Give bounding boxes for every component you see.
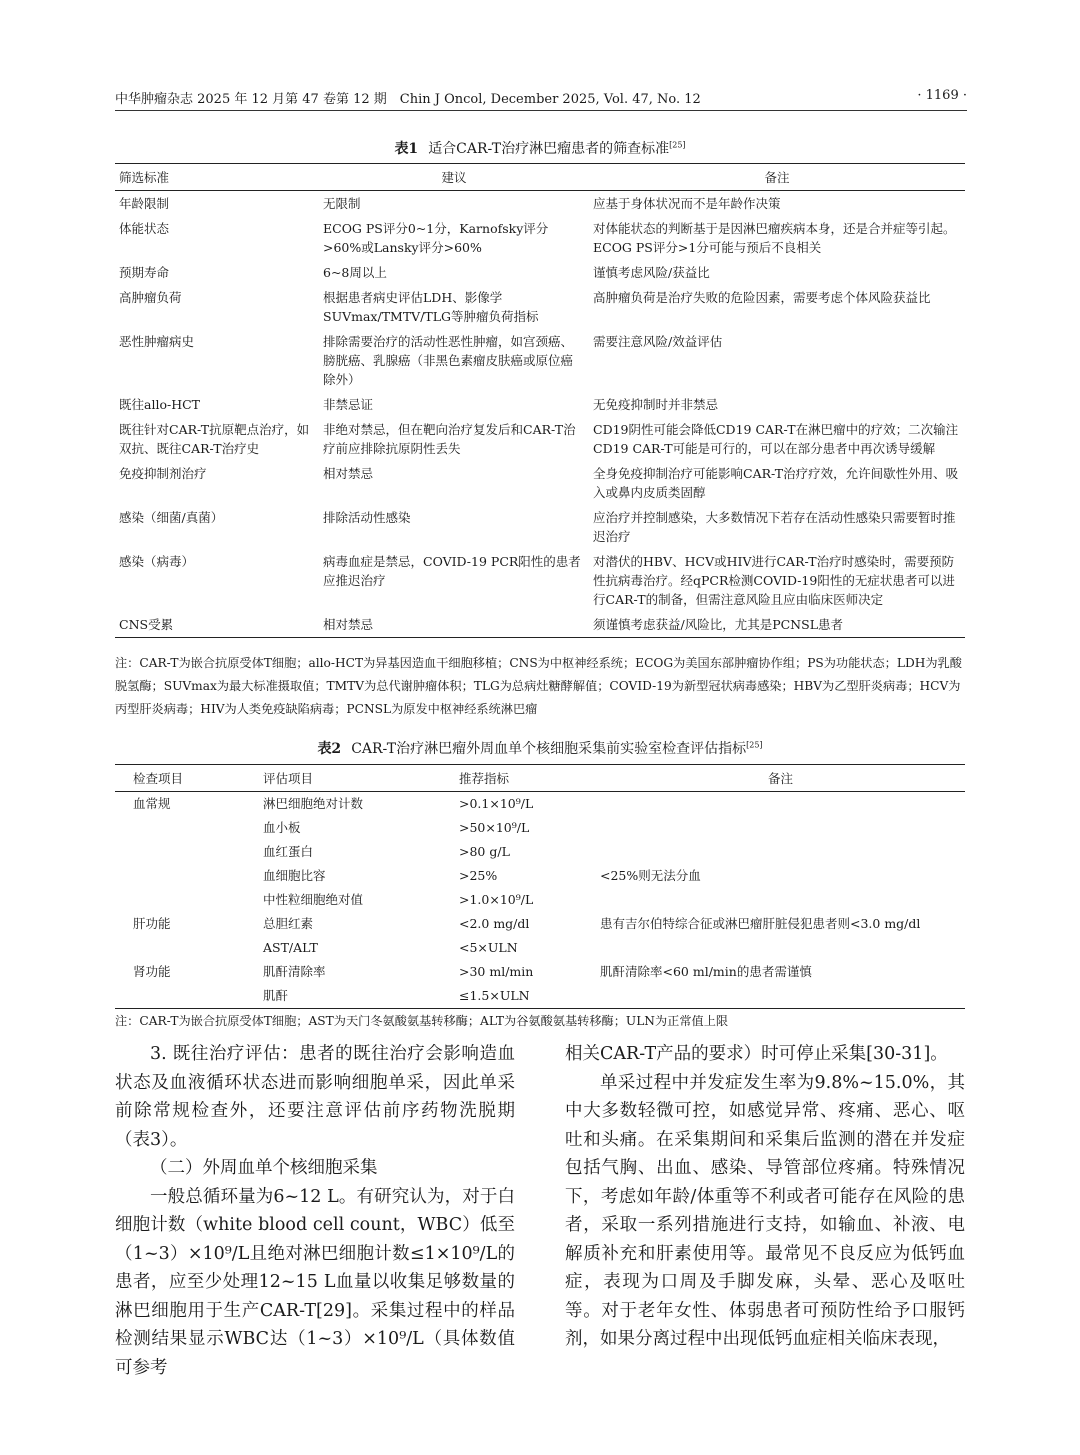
table2-label: 表2 xyxy=(317,741,342,757)
table-cell: 须谨慎考虑获益/风险比，尤其是PCNSL患者 xyxy=(589,612,965,638)
table-cell: <2.0 mg/dl xyxy=(459,916,530,931)
table-cell: 相对禁忌 xyxy=(319,612,589,638)
table-cell xyxy=(596,984,965,1009)
body-column-right xyxy=(565,1040,965,1354)
table-row xyxy=(115,912,965,936)
table-cell: 恶性肿瘤病史 xyxy=(119,334,195,349)
table2-col-category: 检查项目 xyxy=(115,765,249,792)
table1-ref: [25] xyxy=(669,140,686,150)
table-cell: >0.1×10⁹/L xyxy=(459,796,534,811)
table-cell: 年龄限制 xyxy=(119,196,170,211)
table1-label: 表1 xyxy=(394,141,419,157)
section-heading: （二）外周血单个核细胞采集 xyxy=(150,1158,378,1178)
table1-col-criteria: 筛选标准 xyxy=(115,164,319,191)
table-cell xyxy=(115,864,249,888)
table2-header-row xyxy=(115,765,965,792)
table-cell xyxy=(115,888,249,912)
table-cell: 肾功能 xyxy=(133,964,171,979)
table-row xyxy=(115,984,965,1009)
table-cell: 既往针对CAR-T抗原靶点治疗，如双抗、既往CAR-T治疗史 xyxy=(119,422,310,456)
table-cell: >25% xyxy=(459,868,498,883)
table-cell: 总胆红素 xyxy=(263,916,314,931)
table-cell: CNS受累 xyxy=(115,612,319,638)
table-cell: AST/ALT xyxy=(263,940,318,955)
table-row xyxy=(115,216,965,260)
table-cell: ≤1.5×ULN xyxy=(455,984,596,1009)
table-cell xyxy=(596,888,965,912)
table-cell: 病毒血症是禁忌，COVID-19 PCR阳性的患者应推迟治疗 xyxy=(323,554,581,588)
table-cell xyxy=(596,816,965,840)
table-cell: 肝功能 xyxy=(133,916,171,931)
table-cell: 6~8周以上 xyxy=(323,265,387,280)
table2-ref: [25] xyxy=(746,740,763,750)
table-cell: 对潜伏的HBV、HCV或HIV进行CAR-T治疗时感染时，需要预防性抗病毒治疗。经qPCR检测COVID-19阳性的无症状患者可以进行CAR-T的制备，但需注意风险且应由临床医师决定 xyxy=(593,554,955,607)
table-cell: <5×ULN xyxy=(459,940,518,955)
table-cell xyxy=(596,840,965,864)
table2-col-target: 推荐指标 xyxy=(455,765,596,792)
table-cell: 感染（细菌/真菌） xyxy=(119,510,224,525)
table-cell: 既往allo-HCT xyxy=(119,397,200,412)
table-cell: 根据患者病史评估LDH、影像学SUVmax/TMTV/TLG等肿瘤负荷指标 xyxy=(323,290,539,324)
table-row xyxy=(115,549,965,612)
table-cell: 肌酐清除率 xyxy=(263,964,326,979)
table-cell xyxy=(115,936,249,960)
table1-col-remarks: 备注 xyxy=(589,164,965,191)
table-cell: 应治疗并控制感染，大多数情况下若存在活动性感染只需要暂时推迟治疗 xyxy=(593,510,956,544)
table-cell: 血小板 xyxy=(263,820,301,835)
table-cell: 排除需要治疗的活动性恶性肿瘤，如宫颈癌、膀胱癌、乳腺癌（非黑色素瘤皮肤癌或原位癌除外） xyxy=(323,334,574,387)
table-row xyxy=(115,329,965,392)
table-cell xyxy=(596,792,965,817)
table-cell: 中性粒细胞绝对值 xyxy=(263,892,364,907)
table-row xyxy=(115,505,965,549)
table2-col-remarks: 备注 xyxy=(596,765,965,792)
table-cell: >30 ml/min xyxy=(459,964,534,979)
table-cell xyxy=(115,984,249,1009)
table-cell: 无限制 xyxy=(323,196,361,211)
table-cell: 相对禁忌 xyxy=(323,466,374,481)
body-column-left xyxy=(115,1040,515,1382)
table2-caption xyxy=(0,738,1080,758)
body-paragraph: 一般总循环量为6~12 L。有研究认为，对于白细胞计数（white blood cell count，WBC）低至（1~3）×10⁹/L且绝对淋巴细胞计数≤1×10⁹/L的患者，应至少处理12~15 L血量以收集足够数量的淋巴细胞用于生产CAR-T[29]。采集过程中的样品检测结果显示WBC达（1~3）×10⁹/L（具体数值可参考 xyxy=(115,1186,515,1378)
header-rule xyxy=(115,110,967,111)
table-cell: 体能状态 xyxy=(119,221,170,236)
table-row xyxy=(115,612,965,638)
table-cell: >50×10⁹/L xyxy=(459,820,530,835)
table-cell: 患有吉尔伯特综合征或淋巴瘤肝脏侵犯患者则<3.0 mg/dl xyxy=(600,916,921,931)
table-cell: 肌酐 xyxy=(249,984,455,1009)
table-cell: >1.0×10⁹/L xyxy=(459,892,534,907)
table-cell: 血细胞比容 xyxy=(263,868,326,883)
table-cell: 非绝对禁忌，但在靶向治疗复发后和CAR-T治疗前应排除抗原阴性丢失 xyxy=(323,422,576,456)
table-cell xyxy=(115,816,249,840)
table1-col-advice: 建议 xyxy=(319,164,589,191)
table-cell: 淋巴细胞绝对计数 xyxy=(263,796,364,811)
table-row xyxy=(115,960,965,984)
table-cell: >80 g/L xyxy=(459,844,510,859)
body-paragraph: 单采过程中并发症发生率为9.8%~15.0%，其中大多数轻微可控，如感觉异常、疼痛、恶心、呕吐和头痛。在采集期间和采集后监测的潜在并发症包括气胸、出血、感染、导管部位疼痛。特殊情况下，考虑如年龄/体重等不利或者可能存在风险的患者，采取一系列措施进行支持，如输血、补液、电解质补充和肝素使用等。最常见不良反应为低钙血症，表现为口周及手脚发麻，头晕、恶心及呕吐等。对于老年女性、体弱患者可预防性给予口服钙剂，如果分离过程中出现低钙血症相关临床表现， xyxy=(565,1072,965,1349)
table-cell: 血常规 xyxy=(133,796,171,811)
table-cell: CD19阴性可能会降低CD19 CAR-T在淋巴瘤中的疗效；二次输注CD19 CAR-T可能是可行的，可以在部分患者中再次诱导缓解 xyxy=(593,422,959,456)
table2-note: 注：CAR-T为嵌合抗原受体T细胞；AST为天门冬氨酸氨基转移酶；ALT为谷氨酸氨基转移酶；ULN为正常值上限 xyxy=(115,1014,729,1028)
table-cell: <25%则无法分血 xyxy=(600,868,701,883)
table-cell: 预期寿命 xyxy=(119,265,170,280)
table1-header-row xyxy=(115,164,965,191)
table-row xyxy=(115,461,965,505)
table2-title: CAR-T治疗淋巴瘤外周血单个核细胞采集前实验室检查评估指标 xyxy=(351,741,747,757)
table-row xyxy=(115,285,965,329)
table-row xyxy=(115,864,965,888)
table-row xyxy=(115,888,965,912)
table-cell: 高肿瘤负荷是治疗失败的危险因素，需要考虑个体风险获益比 xyxy=(593,290,931,305)
table-cell: 非禁忌证 xyxy=(323,397,374,412)
table2 xyxy=(115,764,965,1009)
table-row xyxy=(115,260,965,285)
table-row xyxy=(115,392,965,417)
body-paragraph: 相关CAR-T产品的要求）时可停止采集[30-31]。 xyxy=(565,1044,948,1064)
table-cell xyxy=(115,840,249,864)
table-cell: 血红蛋白 xyxy=(263,844,314,859)
table-cell: 无免疫抑制时并非禁忌 xyxy=(593,397,719,412)
table1-caption xyxy=(0,138,1080,158)
table-row xyxy=(115,936,965,960)
table1-title: 适合CAR-T治疗淋巴瘤患者的筛查标准 xyxy=(428,141,670,157)
table-cell: 感染（病毒） xyxy=(119,554,195,569)
table-cell: 应基于身体状况而不是年龄作决策 xyxy=(593,196,781,211)
table-row xyxy=(115,191,965,217)
table1 xyxy=(115,163,965,638)
table-cell: 对体能状态的判断基于是因淋巴瘤疾病本身，还是合并症等引起。ECOG PS评分>1分可能与预后不良相关 xyxy=(593,221,956,255)
table2-col-item: 评估项目 xyxy=(249,765,455,792)
table-cell xyxy=(596,936,965,960)
table-row xyxy=(115,840,965,864)
table-cell: ECOG PS评分0~1分，Karnofsky评分>60%或Lansky评分>60% xyxy=(323,221,549,255)
table-row xyxy=(115,417,965,461)
table1-note: 注：CAR-T为嵌合抗原受体T细胞；allo-HCT为异基因造血干细胞移植；CNS为中枢神经系统；ECOG为美国东部肿瘤协作组；PS为功能状态；LDH为乳酸脱氢酶；SUVmax为最大标准摄取值；TMTV为总代谢肿瘤体积；TLG为总病灶糖酵解值；COVID-19为新型冠状病毒感染；HBV为乙型肝炎病毒；HCV为丙型肝炎病毒；HIV为人类免疫缺陷病毒；PCNSL为原发中枢神经系统淋巴瘤 xyxy=(115,656,962,716)
table-cell: 排除活动性感染 xyxy=(323,510,411,525)
table-row xyxy=(115,816,965,840)
page-number: · 1169 · xyxy=(917,88,967,103)
table-cell: 全身免疫抑制治疗可能影响CAR-T治疗疗效，允许间歇性外用、吸入或鼻内皮质类固醇 xyxy=(593,466,959,500)
journal-citation: 中华肿瘤杂志 2025 年 12 月第 47 卷第 12 期 Chin J Oncol, December 2025, Vol. 47, No. 12 xyxy=(115,92,701,107)
table-row xyxy=(115,792,965,817)
table-cell: 谨慎考虑风险/获益比 xyxy=(593,265,710,280)
table-cell: 高肿瘤负荷 xyxy=(119,290,182,305)
table-cell: 肌酐清除率<60 ml/min的患者需谨慎 xyxy=(600,964,812,979)
table-cell: 需要注意风险/效益评估 xyxy=(593,334,723,349)
table-cell: 免疫抑制剂治疗 xyxy=(119,466,207,481)
body-paragraph: 3. 既往治疗评估：患者的既往治疗会影响造血状态及血液循环状态进而影响细胞单采，因此单采前除常规检查外，还要注意评估前序药物洗脱期（表3）。 xyxy=(115,1044,515,1150)
